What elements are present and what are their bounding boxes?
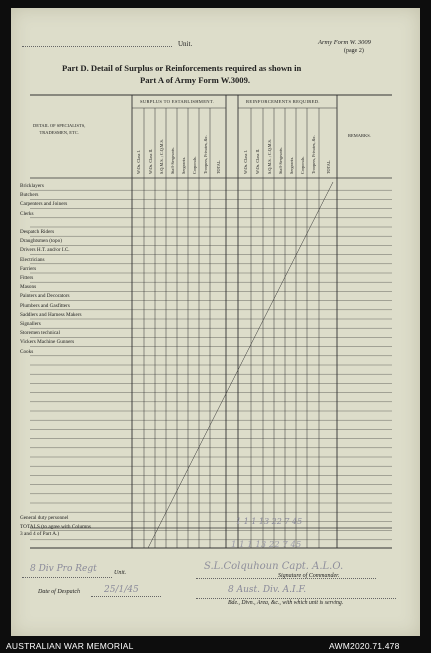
caption-id: AWM2020.71.478	[329, 641, 400, 651]
general-duty-values: 1 1 1 13 22 7 45	[236, 517, 303, 526]
unit-footer-label: Unit.	[114, 570, 127, 576]
trade-row-label: Masons	[20, 284, 37, 291]
trade-row-label: Draughtsmen (topo)	[20, 238, 62, 245]
trade-row-label: Vickers Machine Gunners	[20, 339, 75, 346]
detail-header-line2: TRADESMEN, ETC.	[39, 130, 79, 135]
date-handwriting: 25/1/45	[104, 585, 139, 595]
trade-row-label: Despatch Riders	[20, 229, 55, 235]
trade-row-label: Clerks	[20, 210, 34, 217]
reinforcement-column-header: Troopers, Privates, &c.	[311, 135, 316, 174]
detail-header-line1: DETAIL OF SPECIALISTS,	[33, 123, 86, 128]
trade-row-label: Cooks	[20, 348, 34, 355]
trade-row-label: Butchers	[20, 192, 39, 199]
unit-label: Unit.	[178, 40, 193, 48]
signature-label: Signature of Commander.	[278, 573, 340, 579]
form-reference: Army Form W. 3009	[318, 39, 371, 46]
formation-line	[196, 598, 396, 599]
trade-row-label: Saddlers and Harness Makers	[20, 311, 82, 318]
form-title-2: Part A of Army Form W.3009.	[140, 75, 251, 85]
formation-label: Bde., Divn., Area, &c., with which unit is serving.	[228, 600, 344, 606]
trade-row-label: Carpenters and Joiners	[20, 201, 68, 208]
reinforcement-column-header: Staff-Sergeants.	[277, 147, 283, 174]
surplus-column-header: W.Os. Class II.	[147, 148, 153, 174]
date-label: Date of Despatch	[38, 589, 80, 595]
detail-header	[33, 122, 85, 136]
caption-source: AUSTRALIAN WAR MEMORIAL	[6, 641, 134, 651]
trade-row-label: Signallers	[20, 321, 41, 327]
reinforcement-column-header: Sergeants.	[288, 156, 294, 174]
trade-row-label: Farriers	[20, 265, 37, 272]
surplus-column-header: S.Q.M.S. ; C.Q.M.S.	[158, 139, 164, 174]
surplus-column-header: W.Os. Class I.	[136, 150, 141, 174]
reinforcement-column-header: S.Q.M.S. ; C.Q.M.S.	[266, 139, 272, 174]
surplus-column-header: Corporals.	[191, 156, 197, 174]
trade-row-label: Bricklayers	[20, 183, 44, 189]
trade-row-label: Plumbers and Gasfitters	[20, 302, 70, 309]
form-title: Part D. Detail of Surplus or Reinforcements required as shown in	[62, 63, 302, 73]
surplus-column-header: Troopers, Privates, &c.	[202, 135, 208, 174]
trade-row-label: Drivers H.T. and/or I.C.	[20, 247, 70, 254]
general-duty-label: General duty personnel	[20, 515, 69, 521]
surplus-column-header: TOTAL.	[216, 159, 221, 174]
reinforcement-column-header: TOTAL.	[326, 159, 331, 174]
totals-label	[20, 524, 91, 538]
remarks-header: REMARKS.	[348, 133, 371, 138]
reinforcement-column-header: W.Os. Class I.	[242, 150, 248, 174]
totals-line2: 3 and 4 of Part A.)	[20, 531, 60, 537]
surplus-header: SURPLUS TO ESTABLISHMENT.	[140, 99, 215, 104]
trade-row-label: Fitters	[20, 275, 34, 281]
trade-row-label: Electricians	[20, 256, 45, 263]
totals-line1: TOTALS (to agree with Columns	[20, 524, 91, 530]
totals-values: 1 1 1 13 22 7 45	[231, 540, 302, 550]
date-line	[91, 596, 161, 597]
commander-signature: S.L.Colquhoun Capt. A.L.O.	[204, 561, 344, 572]
surplus-column-header: Sergeants.	[180, 156, 186, 174]
unit-handwriting: 8 Div Pro Regt	[30, 564, 97, 574]
formation-handwriting: 8 Aust. Div. A.I.F.	[228, 585, 307, 595]
trade-row-label: Painters and Decorators	[20, 293, 70, 300]
surplus-column-header: Staff-Sergeants.	[169, 147, 175, 174]
reinforcement-column-header: W.Os. Class II.	[255, 148, 260, 174]
unit-sign-line	[22, 577, 112, 578]
reinforcement-column-header: Corporals.	[299, 156, 305, 174]
reinforcements-header: REINFORCEMENTS REQUIRED.	[246, 99, 320, 104]
trade-row-label: Storemen technical	[20, 330, 60, 337]
page-reference: (page 2)	[344, 48, 364, 54]
